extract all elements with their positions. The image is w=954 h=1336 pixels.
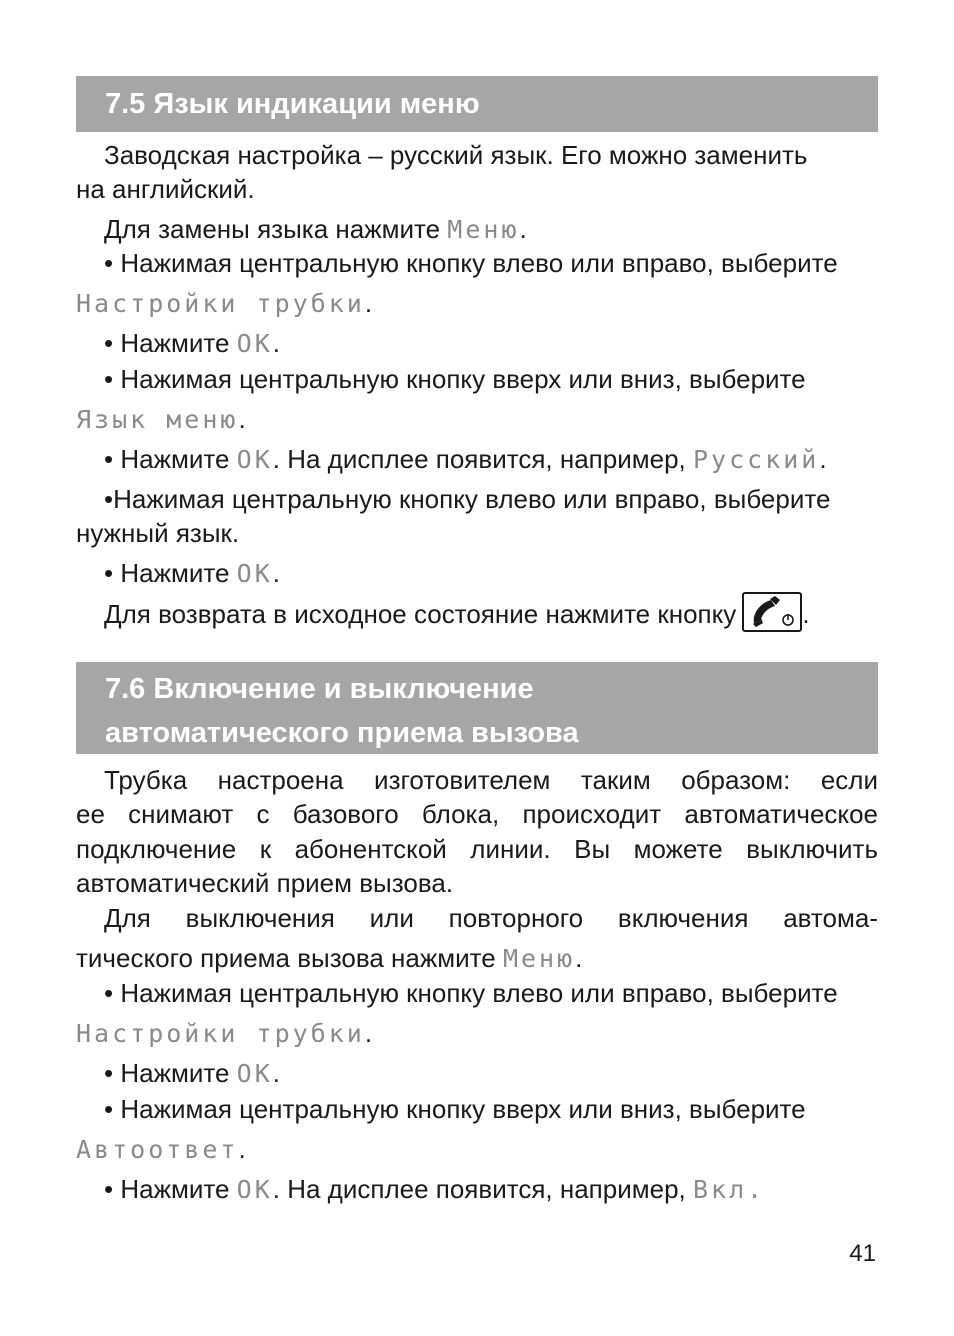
paragraph-line: ее снимают с базового блока, происходит автоматическое xyxy=(76,799,878,829)
text: • Нажмите xyxy=(104,328,237,358)
lcd-ok-label: OK xyxy=(236,329,273,358)
section-heading-7-6 xyxy=(76,662,878,754)
paragraph-line: Для выключения или повторного включения автома- xyxy=(104,903,878,933)
paragraph-line: Заводская настройка – русский язык. Его можно заменить xyxy=(104,140,808,170)
paragraph-line: на английский. xyxy=(76,174,255,204)
bullet-line: • Нажимая центральную кнопку вверх или вниз, выберите xyxy=(104,1094,806,1124)
text: . На дисплее появится, например, xyxy=(272,444,693,474)
bullet-line: • Нажимая центральную кнопку вверх или вниз, выберите xyxy=(104,364,806,394)
lcd-ok-label: OK xyxy=(236,1059,273,1088)
lcd-settings-label: Настройки трубки xyxy=(76,289,365,318)
bullet-line: • Нажмите OK. xyxy=(104,558,280,588)
lcd-settings-label: Настройки трубки xyxy=(76,1019,365,1048)
page-number: 41 xyxy=(849,1240,876,1267)
lcd-ok-label: OK xyxy=(236,1175,273,1204)
text: тического приема вызова нажмите xyxy=(76,943,503,973)
bullet-line xyxy=(76,1172,878,1207)
heading-line: автоматического приема вызова xyxy=(105,717,579,749)
text: . На дисплее появится, например, xyxy=(272,1174,693,1204)
paragraph-line: Трубка настроена изготовителем таким образом: если xyxy=(104,765,878,795)
bullet-line: • Нажимая центральную кнопку влево или вправо, выберите xyxy=(104,248,838,278)
lcd-line: Автоответ. xyxy=(76,1134,246,1164)
paragraph-line: подключение к абонентской линии. Вы можете выключить xyxy=(76,834,878,864)
lcd-menu-label: Меню xyxy=(502,944,576,973)
bullet-line: • Нажимая центральную кнопку влево или вправо, выберите xyxy=(104,978,838,1008)
text: • Нажмите xyxy=(104,558,237,588)
handset-power-key-icon xyxy=(742,592,802,632)
lcd-russian-label: Русский xyxy=(692,445,820,474)
text: • Нажмите xyxy=(104,444,237,474)
lcd-ok-label: OK xyxy=(236,445,273,474)
bullet-line: • Нажмите OK. На дисплее появится, например, Русский. xyxy=(104,444,827,474)
lcd-autoanswer-label: Автоответ xyxy=(76,1135,239,1164)
text: Для замены языка нажмите xyxy=(104,214,448,244)
paragraph-line: автоматический прием вызова. xyxy=(76,868,454,898)
lcd-line: Настройки трубки. xyxy=(76,1018,373,1048)
paragraph-line: нужный язык. xyxy=(76,518,240,548)
paragraph-line: Для замены языка нажмите Меню. xyxy=(104,214,527,244)
section-heading-7-5: 7.5 Язык индикации меню xyxy=(76,76,878,132)
bullet-line: • Нажмите OK. xyxy=(104,328,280,358)
lcd-language-menu-label: Язык меню xyxy=(76,405,239,434)
lcd-line: Язык меню. xyxy=(76,404,246,434)
paragraph-line: Для возврата в исходное состояние нажмите кнопку . xyxy=(76,596,878,636)
text: • Нажмите xyxy=(104,1174,237,1204)
lcd-on-label: Вкл. xyxy=(692,1175,766,1204)
paragraph-line: тического приема вызова нажмите Меню. xyxy=(76,943,583,973)
lcd-line: Настройки трубки. xyxy=(76,288,373,318)
lcd-menu-label: Меню xyxy=(447,215,520,244)
bullet-line: • Нажмите OK. xyxy=(104,1058,280,1088)
text: Для возврата в исходное состояние нажмите кнопку xyxy=(104,598,737,629)
text: • Нажмите xyxy=(104,1058,237,1088)
heading-line: 7.6 Включение и выключение xyxy=(105,673,534,705)
lcd-ok-label: OK xyxy=(236,559,273,588)
bullet-line: •Нажимая центральную кнопку влево или вправо, выберите xyxy=(104,484,831,514)
